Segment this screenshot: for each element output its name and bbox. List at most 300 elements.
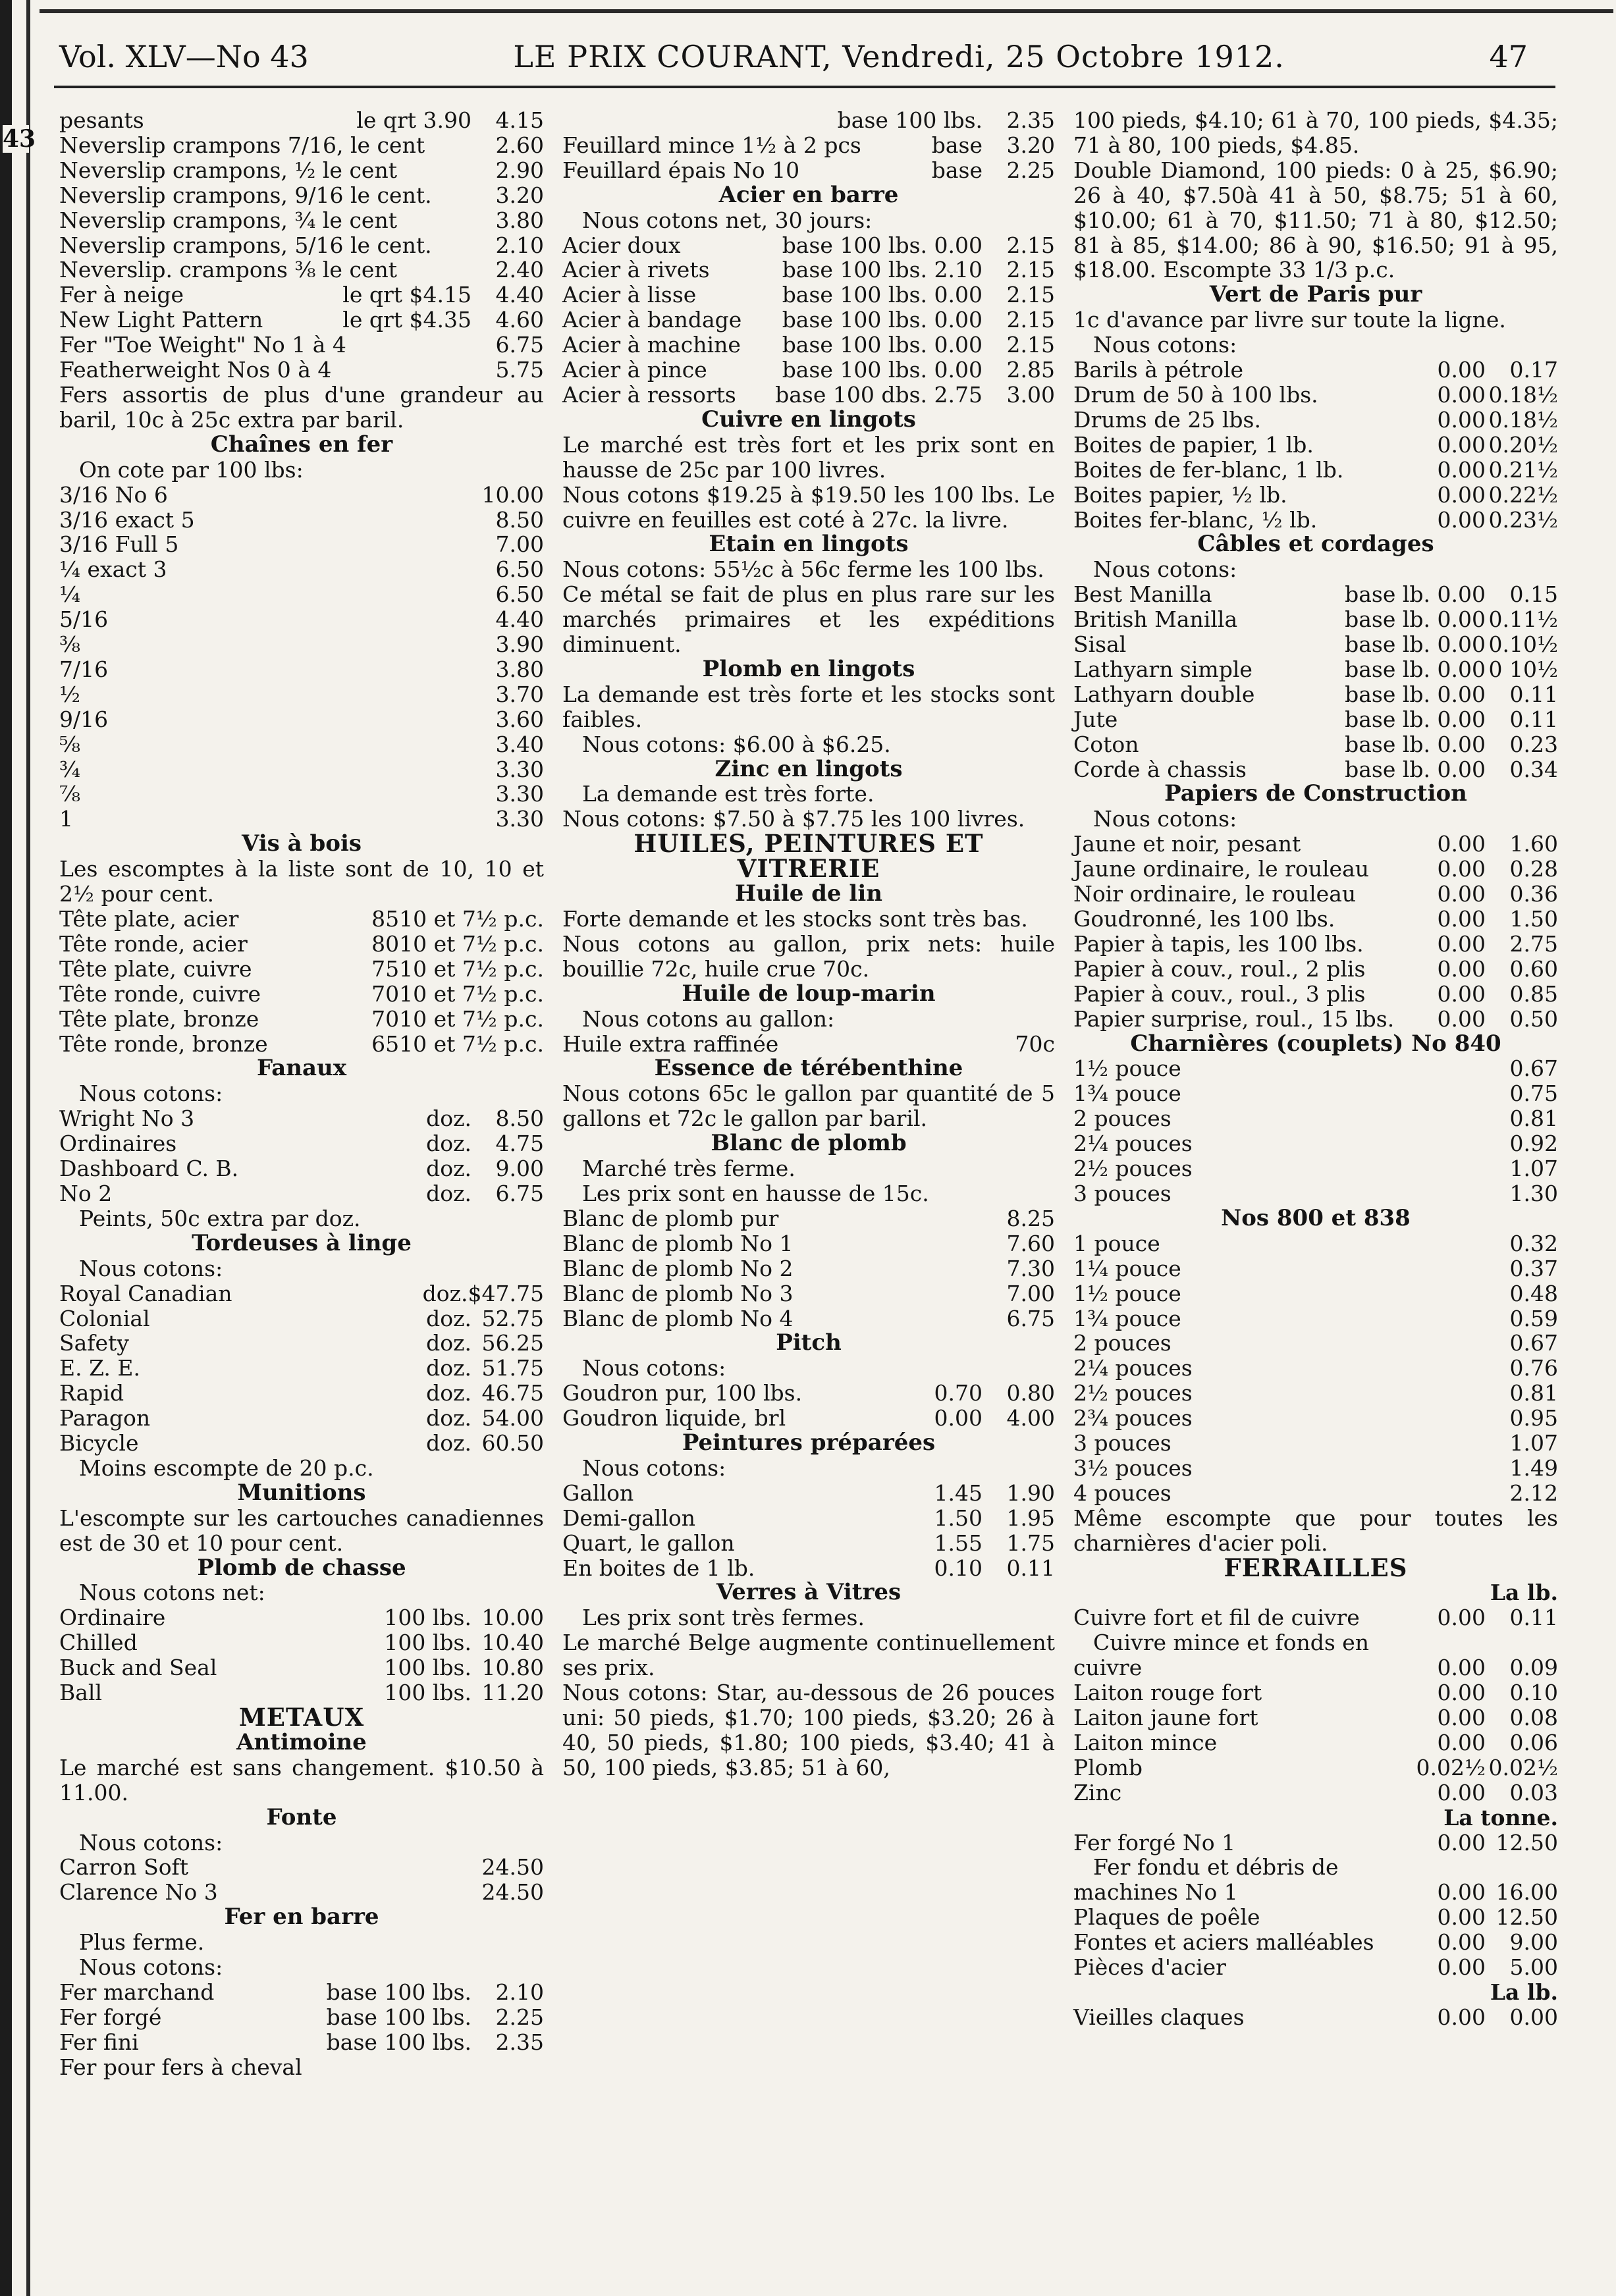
item-label bbox=[562, 108, 830, 133]
item-label: Jaune ordinaire, le rouleau bbox=[1073, 856, 1369, 882]
item-price: 4.15 bbox=[495, 107, 544, 133]
item-unit bbox=[975, 732, 983, 757]
price-row bbox=[59, 1156, 544, 1181]
item-label: Les prix sont très fermes. bbox=[582, 1605, 865, 1631]
price-row bbox=[59, 1456, 544, 1481]
item-price: 2.90 bbox=[495, 157, 544, 183]
price-row bbox=[59, 782, 544, 807]
item-unit bbox=[464, 1855, 471, 1880]
item-price: 46.75 bbox=[481, 1380, 544, 1406]
price-row bbox=[562, 358, 1055, 383]
item-label: Les prix sont en hausse de 15c. bbox=[582, 1180, 929, 1206]
item-price bbox=[471, 458, 544, 483]
item-price: 0.50 bbox=[1509, 1005, 1558, 1032]
item-unit bbox=[1478, 1106, 1486, 1131]
section-heading: Antimoine bbox=[236, 1728, 367, 1755]
item-price: 0.81 bbox=[1509, 1380, 1558, 1406]
item-price: $47.75 bbox=[468, 1280, 544, 1306]
item-price: 2.10 bbox=[495, 1979, 544, 2005]
paragraph: Forte demande et les stocks sont très bas. bbox=[562, 906, 1028, 932]
price-row bbox=[59, 1605, 544, 1630]
item-unit: base 100 dbs. 2.75 bbox=[775, 381, 983, 408]
item-price: 7.00 bbox=[1006, 1280, 1055, 1306]
item-unit bbox=[464, 807, 471, 832]
item-label: 4 pouces bbox=[1073, 1480, 1172, 1506]
price-row bbox=[59, 632, 544, 657]
item-price: 0 10½ bbox=[1488, 656, 1558, 682]
section-heading: Nos 800 et 838 bbox=[1221, 1204, 1411, 1231]
item-price: 10 et 7½ p.c. bbox=[399, 906, 544, 932]
item-unit: base 100 lbs. 0.00 bbox=[782, 357, 983, 383]
price-row bbox=[59, 508, 544, 533]
item-price: 10 et 7½ p.c. bbox=[399, 930, 544, 957]
price-row bbox=[59, 907, 544, 932]
price-row bbox=[1073, 1930, 1558, 1955]
item-price bbox=[1486, 1630, 1558, 1655]
item-unit: 0.00 bbox=[1437, 1680, 1486, 1706]
item-unit bbox=[464, 133, 471, 158]
item-unit bbox=[975, 1456, 983, 1481]
price-row bbox=[59, 233, 544, 258]
price-row bbox=[59, 2030, 544, 2055]
item-unit: 100 lbs. bbox=[384, 1605, 471, 1631]
item-unit: 0.00 bbox=[1437, 1779, 1486, 1805]
item-unit bbox=[464, 1081, 471, 1106]
price-row bbox=[1073, 1680, 1558, 1705]
paragraph: Double Diamond, 100 pieds: 0 à 25, $6.90; 26 à 40, $7.50à 41 à 50, $8.75; 51 à 60, $10.00; 61 à 70, $11.50; 71 à 80, $12.50; 81 à 85, $14.00; 86 à 90, $16.50; 91 à 95, $18.00. Escompte 33 1/3 p.c. bbox=[1073, 157, 1558, 283]
price-row bbox=[59, 2055, 544, 2080]
item-label: Papier surprise, roul., 15 lbs. bbox=[1073, 1005, 1395, 1032]
item-unit bbox=[464, 757, 471, 782]
item-label: Jaune et noir, pesant bbox=[1073, 831, 1301, 857]
item-price: 1.49 bbox=[1509, 1455, 1558, 1481]
price-row bbox=[1073, 557, 1558, 582]
item-label: ¼ bbox=[59, 581, 80, 608]
item-unit: 0.00 bbox=[934, 1405, 983, 1431]
item-label: Fer marchand bbox=[59, 1979, 215, 2005]
price-row bbox=[1073, 757, 1558, 782]
item-unit: doz. bbox=[426, 1106, 471, 1132]
price-row bbox=[1073, 358, 1558, 383]
item-label: 7/16 bbox=[59, 656, 109, 682]
paragraph: La demande est très forte et les stocks sont faibles. bbox=[562, 681, 1055, 732]
item-price: 0.36 bbox=[1509, 881, 1558, 907]
price-row bbox=[59, 483, 544, 508]
item-unit bbox=[1478, 1281, 1486, 1306]
price-row bbox=[1073, 1081, 1558, 1106]
item-price: 8.25 bbox=[1006, 1205, 1055, 1231]
price-row bbox=[1073, 1805, 1558, 1830]
item-price: 0.18½ bbox=[1488, 406, 1558, 433]
price-row bbox=[562, 1231, 1055, 1256]
price-row bbox=[1073, 1730, 1558, 1755]
section-heading: Fer en barre bbox=[224, 1904, 379, 1931]
item-label: Neverslip crampons 7/16, le cent bbox=[59, 132, 425, 158]
item-label: Safety bbox=[59, 1330, 129, 1356]
price-row bbox=[1073, 932, 1558, 957]
item-label: 2¾ pouces bbox=[1073, 1405, 1193, 1431]
item-unit bbox=[464, 657, 471, 682]
price-row bbox=[1073, 1705, 1558, 1730]
price-row bbox=[562, 1032, 1055, 1057]
price-row bbox=[1073, 1281, 1558, 1306]
item-label: Goudronné, les 100 lbs. bbox=[1073, 906, 1335, 932]
item-unit: 80 bbox=[371, 930, 400, 957]
item-label: Plomb bbox=[1073, 1754, 1143, 1780]
item-price: 0.60 bbox=[1509, 955, 1558, 982]
item-unit: 100 lbs. bbox=[384, 1630, 471, 1656]
item-price: 1.60 bbox=[1509, 831, 1558, 857]
item-label: 1¼ pouce bbox=[1073, 1255, 1181, 1281]
item-unit bbox=[464, 1955, 471, 1980]
item-unit bbox=[1478, 1156, 1486, 1181]
price-row bbox=[59, 657, 544, 682]
price-row bbox=[1073, 433, 1558, 458]
price-row bbox=[1073, 508, 1558, 533]
item-price: La tonne. bbox=[1443, 1804, 1558, 1830]
price-row bbox=[59, 307, 544, 333]
page-header bbox=[59, 33, 1528, 80]
price-row bbox=[1073, 1256, 1558, 1281]
item-price: 0.32 bbox=[1509, 1230, 1558, 1256]
item-price: 0.03 bbox=[1509, 1779, 1558, 1805]
item-unit: base 100 lbs. 2.10 bbox=[782, 257, 983, 283]
price-row bbox=[562, 383, 1055, 408]
price-row bbox=[1073, 1630, 1558, 1655]
item-label: Nous cotons: $6.00 à $6.25. bbox=[582, 731, 891, 757]
item-label: 9/16 bbox=[59, 706, 109, 732]
item-price bbox=[1486, 807, 1558, 832]
item-unit: base 100 lbs. bbox=[326, 2004, 471, 2030]
section-heading: Papiers de Construction bbox=[1164, 780, 1467, 807]
item-label: 3 pouces bbox=[1073, 1180, 1172, 1206]
item-unit bbox=[464, 732, 471, 757]
price-row bbox=[562, 732, 1055, 757]
item-price: 3.60 bbox=[495, 706, 544, 732]
item-price: 0.02½ bbox=[1488, 1754, 1558, 1780]
item-label: Fer fini bbox=[59, 2029, 139, 2055]
price-row bbox=[59, 1356, 544, 1381]
price-row bbox=[562, 1381, 1055, 1406]
item-label: Cuivre mince et fonds en bbox=[1093, 1630, 1370, 1656]
item-price: 0.95 bbox=[1509, 1405, 1558, 1431]
item-label: No 2 bbox=[59, 1180, 113, 1206]
price-row bbox=[1073, 458, 1558, 483]
item-label: machines No 1 bbox=[1073, 1879, 1238, 1906]
item-label: Nous cotons: bbox=[582, 1355, 726, 1381]
paragraph: Nous cotons au gallon, prix nets: huile bouillie 72c, huile crue 70c. bbox=[562, 930, 1055, 982]
price-row bbox=[59, 682, 544, 707]
item-unit bbox=[975, 1306, 983, 1331]
item-label: Drums de 25 lbs. bbox=[1073, 406, 1261, 433]
item-price bbox=[983, 1156, 1055, 1181]
item-unit bbox=[464, 1256, 471, 1281]
price-row bbox=[1073, 1156, 1558, 1181]
item-label: Ordinaire bbox=[59, 1605, 166, 1631]
paragraph: 1c d'avance par livre sur toute la ligne. bbox=[1073, 307, 1506, 333]
item-unit bbox=[1478, 557, 1486, 582]
item-label: Zinc bbox=[1073, 1779, 1122, 1805]
paragraph: 100 pieds, $4.10; 61 à 70, 100 pieds, $4.35; 71 à 80, 100 pieds, $4.85. bbox=[1073, 107, 1558, 158]
item-label: Ball bbox=[59, 1680, 103, 1706]
adjacent-page-number: 43 bbox=[3, 125, 36, 153]
item-label: Peints, 50c extra par doz. bbox=[79, 1205, 361, 1231]
item-price: 3.30 bbox=[495, 781, 544, 807]
item-label: Blanc de plomb No 3 bbox=[562, 1280, 794, 1306]
item-label: Boites fer-blanc, ½ lb. bbox=[1073, 506, 1318, 533]
item-unit: base 100 lbs. 0.00 bbox=[782, 332, 983, 358]
item-unit: 0.00 bbox=[1437, 481, 1486, 508]
item-label: Blanc de plomb No 1 bbox=[562, 1230, 794, 1256]
item-unit bbox=[464, 1456, 471, 1481]
item-unit: base lb. 0.00 bbox=[1345, 581, 1486, 608]
item-price bbox=[983, 732, 1055, 757]
price-row bbox=[1073, 1605, 1558, 1630]
item-unit bbox=[975, 1156, 983, 1181]
item-price: 2.10 bbox=[495, 232, 544, 258]
item-label: Tête ronde, cuivre bbox=[59, 980, 261, 1007]
item-price: 1.95 bbox=[1006, 1505, 1055, 1531]
item-unit: le qrt $4.15 bbox=[342, 282, 471, 308]
item-unit: doz. bbox=[426, 1305, 471, 1331]
item-unit: 1.50 bbox=[934, 1505, 983, 1531]
price-row bbox=[1073, 1880, 1558, 1905]
item-price: 4.40 bbox=[495, 606, 544, 633]
item-unit: 0.02½ bbox=[1416, 1754, 1486, 1780]
section-heading: Munitions bbox=[237, 1479, 366, 1506]
item-unit bbox=[464, 483, 471, 508]
price-row bbox=[59, 1980, 544, 2005]
price-row bbox=[562, 1456, 1055, 1481]
item-unit bbox=[1478, 1855, 1486, 1880]
item-label: Colonial bbox=[59, 1305, 150, 1331]
price-row bbox=[562, 282, 1055, 307]
item-price: 2.15 bbox=[1006, 307, 1055, 333]
item-price: 0.23½ bbox=[1488, 506, 1558, 533]
item-unit: 1.55 bbox=[934, 1530, 983, 1556]
item-price: 10 et 7½ p.c. bbox=[399, 955, 544, 982]
price-row bbox=[1073, 1481, 1558, 1506]
item-label: Buck and Seal bbox=[59, 1655, 217, 1681]
item-label: Papier à tapis, les 100 lbs. bbox=[1073, 930, 1364, 957]
price-row bbox=[562, 1156, 1055, 1181]
item-label: Neverslip crampons, 9/16 le cent. bbox=[59, 182, 432, 208]
item-unit: 0.00 bbox=[1437, 506, 1486, 533]
item-price bbox=[983, 1456, 1055, 1481]
item-price: 3.00 bbox=[1006, 381, 1055, 408]
item-unit: base lb. 0.00 bbox=[1345, 656, 1486, 682]
item-price: 0.10 bbox=[1509, 1680, 1558, 1706]
item-label bbox=[1073, 1805, 1428, 1830]
item-price: 0.48 bbox=[1509, 1280, 1558, 1306]
item-unit bbox=[464, 557, 471, 582]
item-price: 4.60 bbox=[495, 307, 544, 333]
price-row bbox=[1073, 1855, 1558, 1880]
price-row bbox=[562, 333, 1055, 358]
price-row bbox=[1073, 2005, 1558, 2030]
item-label: 2¼ pouces bbox=[1073, 1131, 1193, 1157]
item-label: Blanc de plomb pur bbox=[562, 1205, 779, 1231]
item-unit bbox=[464, 782, 471, 807]
item-price: 1.75 bbox=[1006, 1530, 1055, 1556]
price-row bbox=[59, 1106, 544, 1131]
price-row bbox=[562, 158, 1055, 183]
item-label: Feuillard épais No 10 bbox=[562, 157, 800, 183]
price-row bbox=[59, 458, 544, 483]
item-price: 51.75 bbox=[481, 1355, 544, 1381]
section-heading: Essence de térébenthine bbox=[654, 1055, 963, 1082]
item-label: Neverslip crampons, ¾ le cent bbox=[59, 207, 397, 233]
item-unit: doz. bbox=[426, 1180, 471, 1206]
price-row bbox=[1073, 1007, 1558, 1032]
price-row bbox=[562, 1605, 1055, 1630]
item-unit bbox=[1478, 1431, 1486, 1456]
price-row bbox=[59, 108, 544, 133]
item-label: Nous cotons: bbox=[79, 1255, 223, 1281]
item-label: 3½ pouces bbox=[1073, 1455, 1193, 1481]
item-price: 2.25 bbox=[1006, 157, 1055, 183]
item-unit bbox=[975, 1181, 983, 1206]
price-row bbox=[59, 2005, 544, 2030]
item-label: 1 pouce bbox=[1073, 1230, 1160, 1256]
item-unit: base lb. 0.00 bbox=[1345, 606, 1486, 633]
item-price: 7.00 bbox=[495, 531, 544, 558]
item-price: 0.76 bbox=[1509, 1355, 1558, 1381]
price-row bbox=[1073, 408, 1558, 433]
item-label: Tête ronde, acier bbox=[59, 930, 248, 957]
price-row bbox=[1073, 1755, 1558, 1780]
item-unit: 0.00 bbox=[1437, 381, 1486, 408]
item-label: pesants bbox=[59, 107, 144, 133]
item-label: Marché très ferme. bbox=[582, 1156, 795, 1182]
item-price bbox=[983, 1356, 1055, 1381]
price-row bbox=[59, 1580, 544, 1605]
item-label: Boites papier, ½ lb. bbox=[1073, 481, 1287, 508]
item-price: 2.60 bbox=[495, 132, 544, 158]
paragraph: Nous cotons 65c le gallon par quantité de 5 gallons et 72c le gallon par baril. bbox=[562, 1081, 1055, 1132]
price-row bbox=[59, 158, 544, 183]
item-unit: le qrt $4.35 bbox=[342, 307, 471, 333]
section-heading: Vis à bois bbox=[241, 830, 362, 857]
paragraph: Ce métal se fait de plus en plus rare sur les marchés primaires et les expéditions diminuent. bbox=[562, 581, 1055, 658]
item-label: Tête plate, acier bbox=[59, 906, 239, 932]
item-label: Laiton jaune fort bbox=[1073, 1705, 1258, 1730]
item-price: 9.00 bbox=[1509, 1929, 1558, 1956]
item-price: 0.11½ bbox=[1488, 606, 1558, 633]
item-price bbox=[471, 1830, 544, 1855]
item-label: Nous cotons: bbox=[1093, 332, 1237, 358]
price-row bbox=[1073, 582, 1558, 607]
item-unit: 0.00 bbox=[1437, 431, 1486, 458]
item-price: 56.25 bbox=[481, 1330, 544, 1356]
item-price: 0.37 bbox=[1509, 1255, 1558, 1281]
price-row bbox=[562, 233, 1055, 258]
item-label: Vieilles claques bbox=[1073, 2004, 1245, 2030]
item-price: 6.75 bbox=[495, 1180, 544, 1206]
item-price: 10.40 bbox=[481, 1630, 544, 1656]
item-label: Moins escompte de 20 p.c. bbox=[79, 1455, 374, 1481]
item-label: Acier à rivets bbox=[562, 257, 710, 283]
item-price bbox=[983, 782, 1055, 807]
item-unit: 75 bbox=[371, 955, 400, 982]
item-price: 2.35 bbox=[495, 2029, 544, 2055]
item-label: ½ bbox=[59, 681, 80, 707]
item-price: 8.50 bbox=[495, 506, 544, 533]
item-label: ¾ bbox=[59, 756, 80, 782]
price-row bbox=[1073, 907, 1558, 932]
item-unit bbox=[1478, 1456, 1486, 1481]
item-price: 10 et 7½ p.c. bbox=[399, 1030, 544, 1057]
item-label: Carron Soft bbox=[59, 1854, 189, 1881]
price-row bbox=[59, 1655, 544, 1680]
price-row bbox=[1073, 1181, 1558, 1206]
item-label: Quart, le gallon bbox=[562, 1530, 735, 1556]
item-label: ⅞ bbox=[59, 781, 80, 807]
item-label: E. Z. E. bbox=[59, 1355, 140, 1381]
item-price: 3.80 bbox=[495, 207, 544, 233]
price-row bbox=[1073, 1131, 1558, 1156]
item-label: Nous cotons: bbox=[79, 1954, 223, 1981]
item-unit: base 100 lbs. 0.00 bbox=[782, 232, 983, 258]
price-row bbox=[562, 1281, 1055, 1306]
item-label: 3/16 No 6 bbox=[59, 481, 168, 508]
item-label: En boites de 1 lb. bbox=[562, 1555, 755, 1581]
item-unit: 0.00 bbox=[1437, 856, 1486, 882]
item-unit bbox=[975, 1605, 983, 1630]
item-label: 3/16 exact 5 bbox=[59, 506, 195, 533]
item-label: Noir ordinaire, le rouleau bbox=[1073, 881, 1357, 907]
item-label: Clarence No 3 bbox=[59, 1879, 218, 1906]
price-row bbox=[59, 982, 544, 1007]
price-row bbox=[562, 257, 1055, 282]
price-row bbox=[59, 932, 544, 957]
item-unit: base 100 lbs. 0.00 bbox=[782, 282, 983, 308]
section-heading: Tordeuses à linge bbox=[192, 1229, 412, 1256]
item-price: 2.12 bbox=[1509, 1480, 1558, 1506]
item-label bbox=[1073, 1980, 1474, 2005]
price-row bbox=[1073, 1655, 1558, 1680]
section-heading: Cuivre en lingots bbox=[701, 406, 916, 433]
price-row bbox=[1073, 1905, 1558, 1930]
item-label: Papier à couv., roul., 3 plis bbox=[1073, 980, 1366, 1007]
item-unit bbox=[464, 1830, 471, 1855]
section-heading: Plomb de chasse bbox=[197, 1554, 406, 1581]
item-unit bbox=[1478, 1081, 1486, 1106]
item-unit: base 100 lbs. bbox=[326, 1979, 471, 2005]
price-row bbox=[59, 1206, 544, 1231]
item-unit bbox=[975, 208, 983, 233]
item-label: Acier à lisse bbox=[562, 282, 697, 308]
price-row bbox=[1073, 1456, 1558, 1481]
section-heading: Huile de loup-marin bbox=[682, 980, 936, 1007]
item-price: 3.30 bbox=[495, 756, 544, 782]
item-unit bbox=[1478, 1381, 1486, 1406]
item-unit: base 100 lbs. bbox=[326, 2029, 471, 2055]
price-row bbox=[562, 133, 1055, 158]
item-label: Nous cotons: bbox=[79, 1829, 223, 1855]
price-row bbox=[562, 1406, 1055, 1431]
item-price: 7.30 bbox=[1006, 1255, 1055, 1281]
item-unit: 0.00 bbox=[1437, 1655, 1486, 1681]
section-heading: Plomb en lingots bbox=[702, 655, 915, 682]
item-label: Neverslip crampons, ½ le cent bbox=[59, 157, 397, 183]
price-row bbox=[562, 1506, 1055, 1531]
price-row bbox=[59, 358, 544, 383]
item-unit bbox=[1478, 807, 1486, 832]
item-label: ⅝ bbox=[59, 731, 80, 757]
item-price: 60.50 bbox=[481, 1430, 544, 1456]
item-unit: doz. bbox=[426, 1380, 471, 1406]
